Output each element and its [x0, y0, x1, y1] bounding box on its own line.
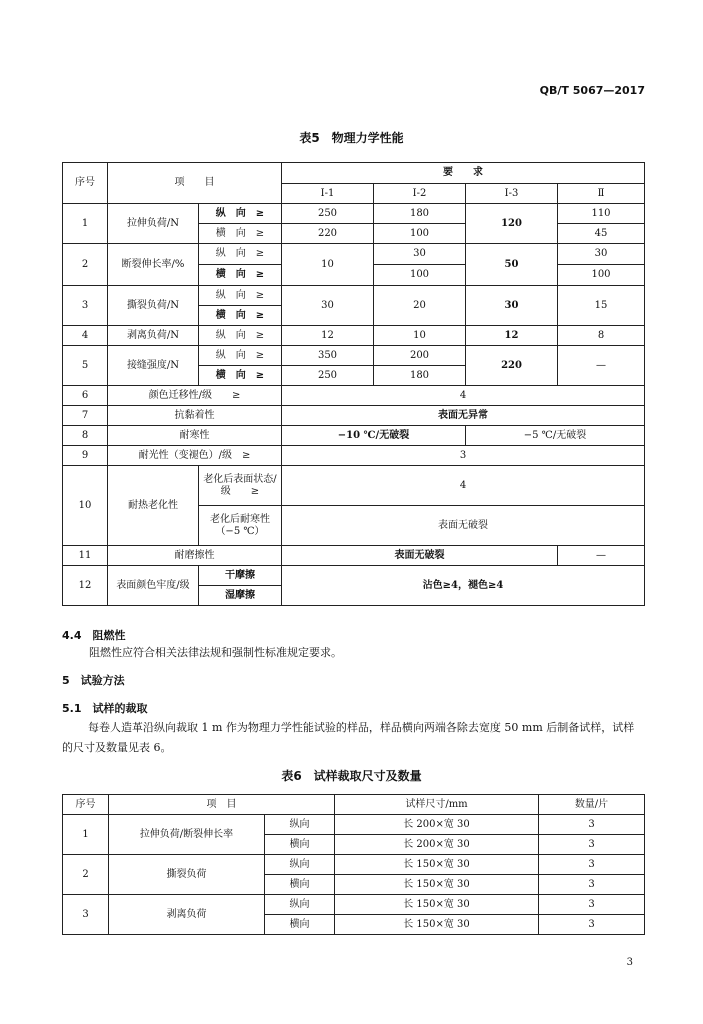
- t5-value: 30: [374, 244, 466, 265]
- t5-sub-item: 纵 向 ≥: [199, 286, 282, 306]
- t6-qty: 3: [539, 855, 645, 875]
- t5-value: 180: [374, 204, 466, 224]
- t6-direction: 横向: [265, 835, 335, 855]
- t5-value: 110: [558, 204, 645, 224]
- t6-qty: 3: [539, 875, 645, 895]
- t5-row-item: 拉伸负荷/N: [108, 204, 199, 244]
- t5-value: 200: [374, 346, 466, 366]
- section-5-title: 5 试验方法: [62, 674, 125, 687]
- t5-sub-item: 横 向 ≥: [199, 265, 282, 286]
- t6-row-item: 撕裂负荷: [109, 855, 265, 895]
- t6-size: 长 200×宽 30: [335, 835, 539, 855]
- t6-header-item: 项 目: [109, 795, 335, 815]
- t5-value: —: [558, 546, 645, 566]
- t5-row-no: 5: [63, 346, 108, 386]
- t6-direction: 纵向: [265, 815, 335, 835]
- section-5-1-text: 每卷人造革沿纵向裁取 1 m 作为物理力学性能试验的样品，样品横向两端各除去宽度 50 mm 后制备试样，试样的尺寸及数量见表 6。: [62, 721, 635, 754]
- section-4-4-title: 4.4 阻燃性: [62, 629, 126, 642]
- t5-row-no: 2: [63, 244, 108, 286]
- t5-value: 表面无异常: [282, 406, 645, 426]
- t5-row-item: 断裂伸长率/%: [108, 244, 199, 286]
- t5-sub-item: 纵 向 ≥: [199, 244, 282, 265]
- t5-sub-item: 横 向 ≥: [199, 366, 282, 386]
- t5-value: −5 ℃/无破裂: [466, 426, 645, 446]
- table6-specimen-sizes: [62, 794, 645, 935]
- t5-sub-item: 纵 向 ≥: [199, 204, 282, 224]
- t5-row-item: 剥离负荷/N: [108, 326, 199, 346]
- t6-size: 长 150×宽 30: [335, 875, 539, 895]
- t5-value: 10: [374, 326, 466, 346]
- t5-row-no: 3: [63, 286, 108, 326]
- t5-value: −10 ℃/无破裂: [282, 426, 466, 446]
- t5-value: 100: [374, 224, 466, 244]
- t5-grade: Ⅰ-1: [282, 184, 374, 204]
- t5-row-no: 10: [63, 466, 108, 546]
- t5-value: —: [558, 346, 645, 386]
- t5-row-item: 接缝强度/N: [108, 346, 199, 386]
- t5-value: 30: [282, 286, 374, 326]
- t5-sub-item: 老化后耐寒性（−5 ℃）: [199, 506, 282, 546]
- t5-row-item: 颜色迁移性/级 ≥: [108, 386, 282, 406]
- t5-value: 45: [558, 224, 645, 244]
- standard-code: QB/T 5067—2017: [539, 84, 645, 97]
- t5-row-item: 耐光性（变褪色）/级 ≥: [108, 446, 282, 466]
- t6-header-size: 试样尺寸/mm: [335, 795, 539, 815]
- t5-value: 4: [282, 466, 645, 506]
- t5-sub-item: 老化后表面状态/级 ≥: [199, 466, 282, 506]
- t6-direction: 横向: [265, 875, 335, 895]
- t5-value: 30: [558, 244, 645, 265]
- table5-physical-mechanical: [62, 162, 645, 606]
- t5-value: 30: [466, 286, 558, 326]
- t5-grade: Ⅱ: [558, 184, 645, 204]
- t6-header-no: 序号: [63, 795, 109, 815]
- t5-sub-item: 纵 向 ≥: [199, 326, 282, 346]
- t5-sub-item: 横 向 ≥: [199, 224, 282, 244]
- t6-qty: 3: [539, 895, 645, 915]
- t5-sub-item: 纵 向 ≥: [199, 346, 282, 366]
- t6-row-no: 2: [63, 855, 109, 895]
- t6-direction: 横向: [265, 915, 335, 935]
- t6-size: 长 200×宽 30: [335, 815, 539, 835]
- t5-row-item: 撕裂负荷/N: [108, 286, 199, 326]
- t5-value-text: 沾色≥4，褪色≥4: [422, 579, 504, 591]
- table5-caption: 表5 物理力学性能: [299, 131, 404, 145]
- t5-sub-item: 湿摩擦: [199, 586, 282, 606]
- t5-value: 3: [282, 446, 645, 466]
- t5-row-no: 7: [63, 406, 108, 426]
- t5-row-no: 6: [63, 386, 108, 406]
- t6-size: 长 150×宽 30: [335, 915, 539, 935]
- t5-value: 15: [558, 286, 645, 326]
- t5-value: 100: [558, 265, 645, 286]
- t5-value: 100: [374, 265, 466, 286]
- t5-value: 10: [282, 244, 374, 286]
- t5-row-no: 12: [63, 566, 108, 606]
- t6-row-no: 1: [63, 815, 109, 855]
- t5-value: 120: [466, 204, 558, 244]
- t5-value: 250: [282, 204, 374, 224]
- section-5-1-title: 5.1 试样的裁取: [62, 702, 148, 715]
- t5-value: 表面无破裂: [282, 546, 558, 566]
- t5-header-item: 项 目: [108, 163, 282, 204]
- t5-row-no: 8: [63, 426, 108, 446]
- t5-grade: Ⅰ-2: [374, 184, 466, 204]
- t5-value: 8: [558, 326, 645, 346]
- t5-row-item: 耐寒性: [108, 426, 282, 446]
- t5-value: 180: [374, 366, 466, 386]
- t5-header-requirement: 要 求: [282, 163, 645, 184]
- t6-direction: 纵向: [265, 895, 335, 915]
- t5-value: 220: [282, 224, 374, 244]
- t5-row-item: 表面颜色牢度/级: [108, 566, 199, 606]
- t5-value: 表面无破裂: [282, 506, 645, 546]
- t6-size: 长 150×宽 30: [335, 895, 539, 915]
- t5-value: 20: [374, 286, 466, 326]
- t5-row-no: 9: [63, 446, 108, 466]
- t5-row-item: 耐热老化性: [108, 466, 199, 546]
- t5-row-no: 4: [63, 326, 108, 346]
- t6-qty: 3: [539, 835, 645, 855]
- t5-value: [282, 566, 645, 606]
- t5-value: 4: [282, 386, 645, 406]
- t5-value: 350: [282, 346, 374, 366]
- t6-row-item: 拉伸负荷/断裂伸长率: [109, 815, 265, 855]
- t6-row-item: 剥离负荷: [109, 895, 265, 935]
- t5-value: 12: [282, 326, 374, 346]
- t5-row-no: 1: [63, 204, 108, 244]
- section-4-4-text: 阻燃性应符合相关法律法规和强制性标准规定要求。: [89, 646, 342, 659]
- t5-value: 220: [466, 346, 558, 386]
- t5-value: 50: [466, 244, 558, 286]
- t5-grade: Ⅰ-3: [466, 184, 558, 204]
- t6-row-no: 3: [63, 895, 109, 935]
- t6-qty: 3: [539, 815, 645, 835]
- t5-value: 250: [282, 366, 374, 386]
- t6-header-qty: 数量/片: [539, 795, 645, 815]
- t5-row-item: 抗黏着性: [108, 406, 282, 426]
- table6-caption: 表6 试样裁取尺寸及数量: [281, 769, 422, 783]
- t5-row-no: 11: [63, 546, 108, 566]
- t5-sub-item: 横 向 ≥: [199, 306, 282, 326]
- t6-qty: 3: [539, 915, 645, 935]
- t6-size: 长 150×宽 30: [335, 855, 539, 875]
- t6-direction: 纵向: [265, 855, 335, 875]
- page-number: 3: [626, 957, 633, 968]
- t5-value: 12: [466, 326, 558, 346]
- t5-sub-item: 干摩擦: [199, 566, 282, 586]
- t5-row-item: 耐磨擦性: [108, 546, 282, 566]
- t5-header-no: 序号: [63, 163, 108, 204]
